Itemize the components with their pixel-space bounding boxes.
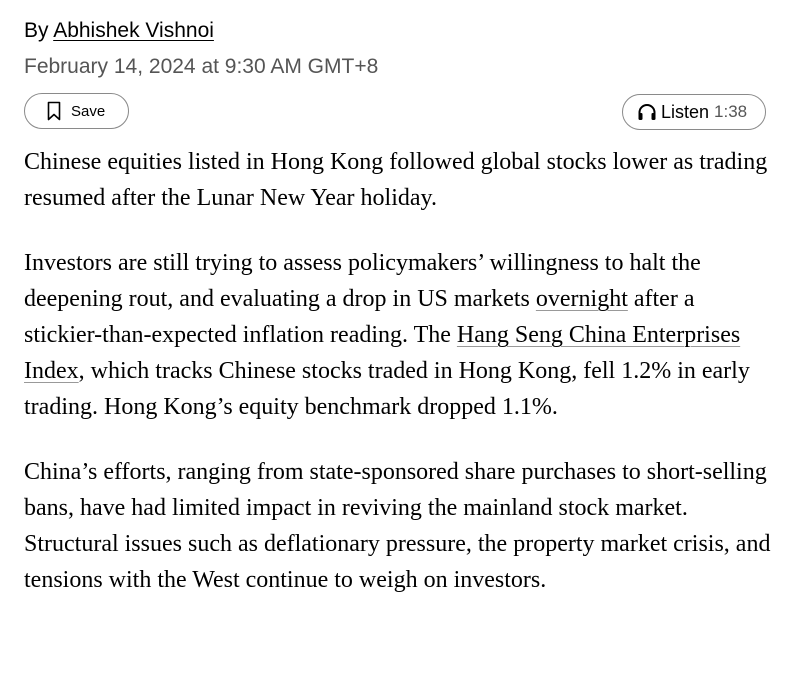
listen-label: Listen — [661, 101, 710, 122]
save-button[interactable] — [24, 93, 129, 129]
bookmark-icon — [47, 101, 61, 121]
byline-prefix: By — [24, 19, 54, 42]
byline — [24, 16, 214, 46]
hang-seng-index-link[interactable]: Hang Seng China Enterprises Index — [24, 322, 741, 384]
overnight-link[interactable]: overnight — [535, 286, 628, 312]
author-link[interactable]: Abhishek Vishnoi — [53, 19, 214, 42]
article-body — [24, 144, 774, 627]
paragraph-2-text-b: after a stickier-than-expected inflation reading. The — [24, 286, 695, 348]
paragraph-2 — [24, 245, 774, 425]
listen-button[interactable] — [622, 94, 766, 130]
paragraph-2-text-c: , which tracks Chinese stocks traded in Hong Kong, fell 1.2% in early trading. Hong Kong’s equity benchmark dropped 1.1%. — [24, 358, 750, 420]
paragraph-3: China’s efforts, ranging from state-sponsored share purchases to short-selling bans, have had limited impact in reviving the mainland stock market. Structural issues such as deflationary pressure, the property market crisis, and tensions with the West continue to weigh on investors. — [24, 459, 771, 593]
paragraph-2-text-a: Investors are still trying to assess policymakers’ willingness to halt the deepening rout, and evaluating a drop in US markets — [24, 250, 701, 312]
headphones-icon — [637, 103, 657, 121]
save-label: Save — [71, 102, 106, 120]
publish-date: February 14, 2024 at 9:30 AM GMT+8 — [24, 55, 379, 78]
listen-duration: 1:38 — [714, 102, 748, 121]
paragraph-1: Chinese equities listed in Hong Kong followed global stocks lower as trading resumed after the Lunar New Year holiday. — [24, 149, 768, 211]
